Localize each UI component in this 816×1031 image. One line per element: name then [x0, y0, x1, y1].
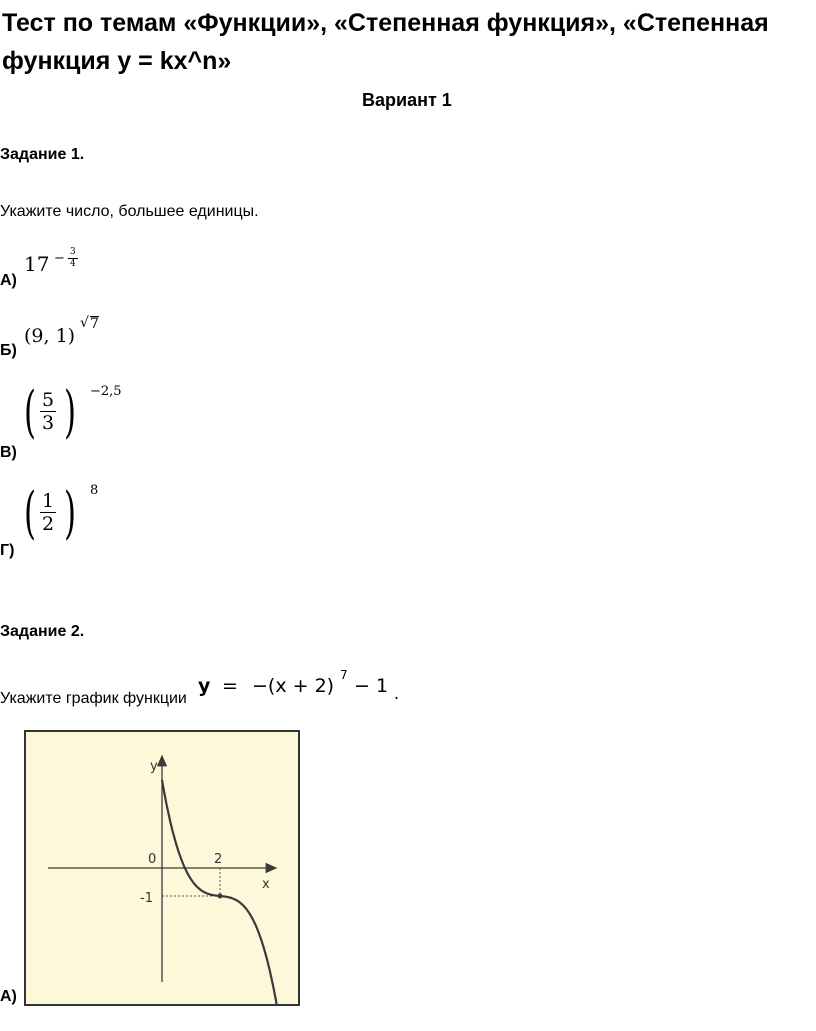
option-a-exp-fraction [68, 248, 78, 270]
option-g-den: 2 [42, 512, 55, 535]
task2-question: Укажите график функции [0, 690, 187, 707]
option-g-fraction [40, 491, 56, 536]
formula-exp: 7 [340, 668, 348, 682]
option-g-right-paren: ) [64, 481, 77, 546]
graph-a-plot [26, 732, 298, 1004]
option-v-num: 5 [42, 389, 55, 411]
option-g-label: Г) [0, 542, 15, 559]
graph-a-inflection-point [218, 894, 223, 899]
graph-a [24, 730, 300, 1006]
option-v-expression [24, 380, 134, 454]
variant-heading: Вариант 1 [362, 90, 452, 110]
document-title: Тест по темам «Функции», «Степенная функция», «Степенная функция y = kx^n» [2, 9, 769, 75]
option-g-exponent: 8 [90, 483, 99, 498]
option-a-exp-den: 4 [70, 258, 76, 269]
option-b-label: Б) [0, 342, 17, 359]
formula-lhs: y [198, 675, 211, 697]
task1-heading: Задание 1. [0, 146, 85, 163]
formula-tail: − 1 [354, 675, 389, 697]
option-v-right-paren: ) [64, 380, 77, 445]
graph-a-x-label: x [262, 877, 270, 892]
option-a-exp-sign: − [54, 251, 65, 266]
graph-a-tick-x-label: 2 [214, 852, 223, 867]
option-a-base: 17 [24, 252, 50, 276]
graph-a-tick-y-label: -1 [140, 891, 153, 906]
graph-a-label: А) [0, 988, 17, 1005]
graph-a-origin-label: 0 [148, 852, 157, 867]
task2-formula [198, 668, 408, 704]
option-v-fraction [40, 390, 56, 435]
option-v-label: В) [0, 444, 17, 461]
task1-question: Укажите число, большее единицы. [0, 203, 259, 220]
option-b-exp-root: √ [80, 315, 89, 331]
formula-period: . [394, 684, 400, 703]
option-b-exp-radicand: 7 [90, 316, 99, 332]
option-v-den: 3 [42, 411, 55, 434]
option-a-label: А) [0, 272, 17, 289]
option-g-num: 1 [42, 490, 55, 512]
formula-rhs: −(x + 2) [252, 675, 335, 697]
option-g-left-paren: ( [24, 481, 37, 546]
graph-a-y-label: y [150, 759, 158, 774]
option-b-base: (9, 1) [24, 325, 76, 347]
formula-eq: = [222, 675, 238, 697]
option-a-exp-num: 3 [70, 247, 76, 257]
option-g-expression [24, 483, 114, 553]
option-v-left-paren: ( [24, 380, 37, 445]
option-v-exponent: −2,5 [90, 384, 122, 399]
task2-heading: Задание 2. [0, 623, 85, 640]
